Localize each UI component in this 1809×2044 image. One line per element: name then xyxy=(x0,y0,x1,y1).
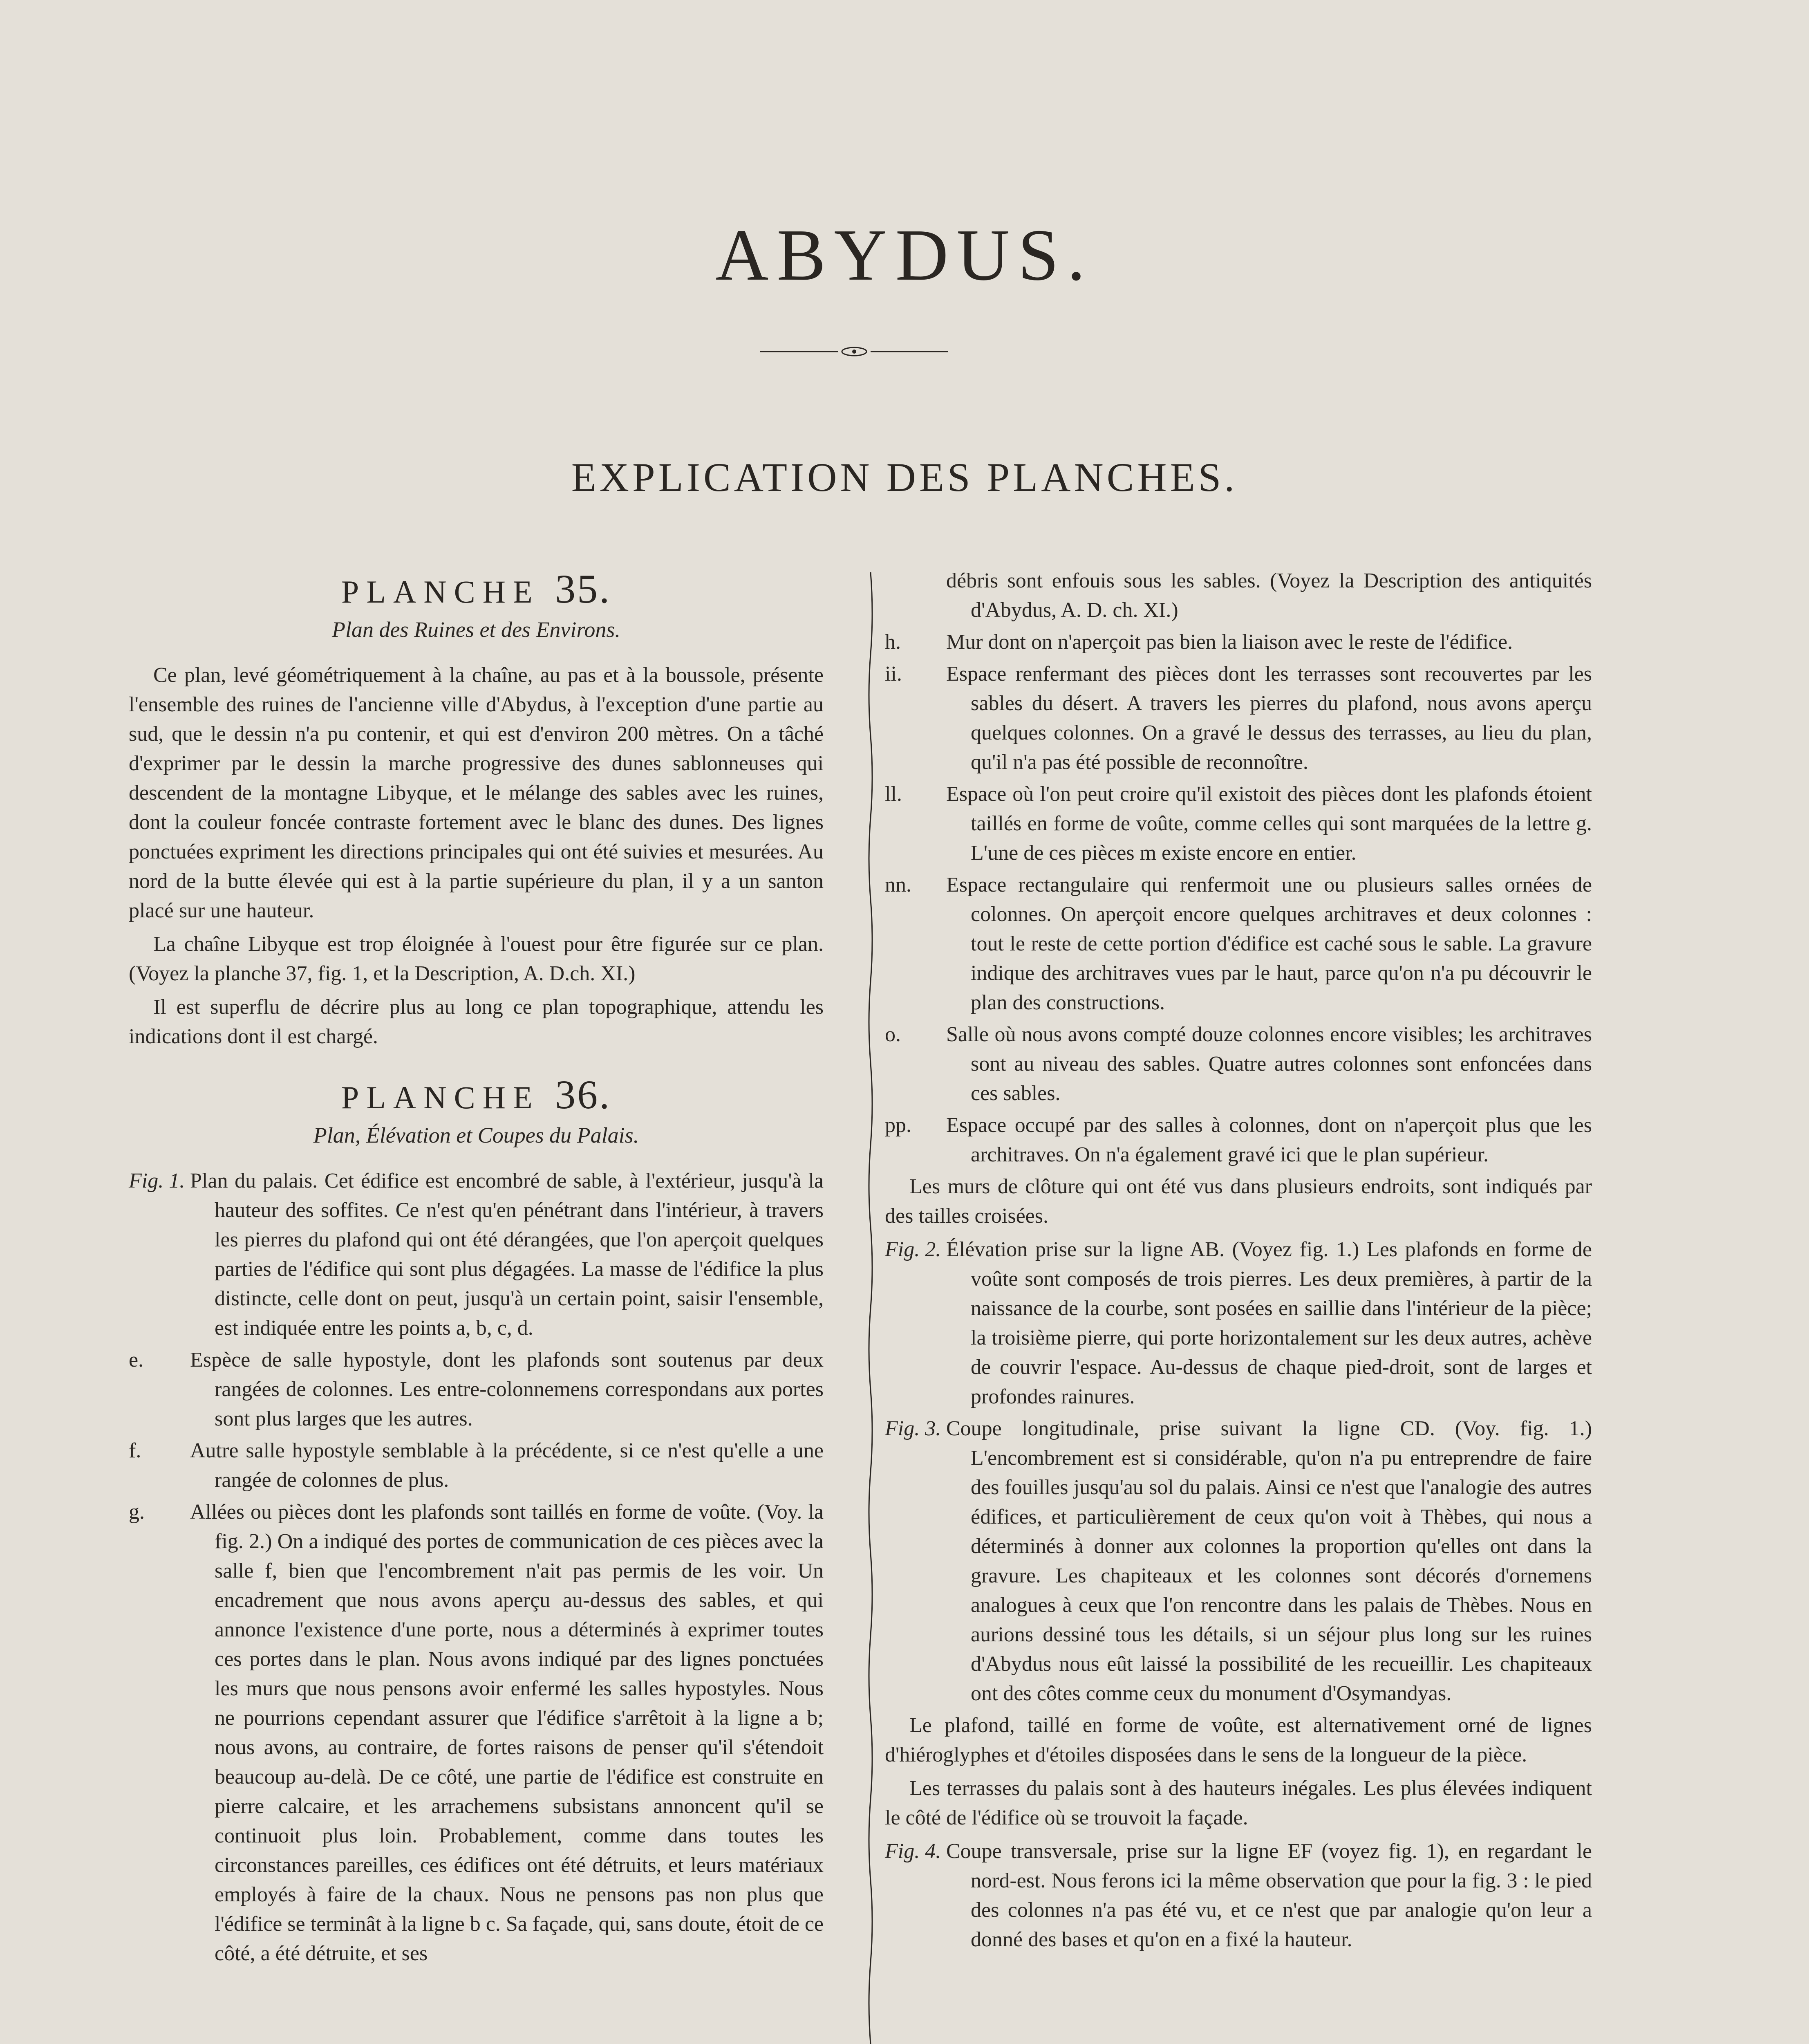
section-subtitle: EXPLICATION DES PLANCHES. xyxy=(571,455,1238,500)
legend-entry xyxy=(885,1837,1592,1954)
legend-entry xyxy=(129,1436,824,1495)
entry-text: Espace occupé par des salles à colonnes, dont on n'aperçoit plus que les architraves. On n'a également gravé ici que le plan supérieur. xyxy=(946,1114,1592,1166)
plate-36-heading xyxy=(129,1072,824,1117)
entry-text: débris sont enfouis sous les sables. (Voyez la Description des antiquités d'Abydus, A. D. ch. XI.) xyxy=(946,569,1592,622)
plate-36-caption: Plan, Élévation et Coupes du Palais. xyxy=(313,1123,639,1148)
legend-entry xyxy=(885,659,1592,777)
ornament-divider xyxy=(756,343,952,360)
entry-text: Coupe longitudinale, prise suivant la ligne CD. (Voy. fig. 1.) L'encombrement est si considérable, qu'on n'a pu entreprendre de faire des fouilles jusqu'au sol du palais. Ainsi ce n'est que l'analogie des autres édifices, et particulièrement de ceux qu'on voit à Thèbes, qui nous a déterminés à donner aux colonnes la proportion qu'elles ont dans la gravure. Les chapiteaux et les colonnes sont décorés d'ornemens analogues à ceux que l'on rencontre dans les palais de Thèbes. Nous en aurions dessiné tous les détails, si un séjour plus long sur les ruines d'Abydus nous eût laissé la possibilité de les recueillir. Les chapiteaux ont des côtes comme ceux du monument d'Osymandyas. xyxy=(946,1417,1592,1705)
entry-text: Espace renfermant des pièces dont les terrasses sont recouvertes par les sables du désert. A travers les pierres du plafond, nous avons aperçu quelques colonnes. On a gravé le dessus des terrasses, au lieu du plan, qu'il n'a pas été possible de reconnoître. xyxy=(946,662,1592,774)
left-column xyxy=(129,566,824,1971)
plate-number: 36. xyxy=(555,1072,611,1117)
legend-entry xyxy=(885,566,1592,625)
paragraph: Les murs de clôture qui ont été vus dans plusieurs endroits, sont indiqués par des tailles croisées. xyxy=(885,1175,1592,1228)
entry-text: Autre salle hypostyle semblable à la précédente, si ce n'est qu'elle a une rangée de colonnes de plus. xyxy=(190,1439,824,1492)
plate-label: PLANCHE xyxy=(341,574,540,610)
paragraph: Il est superflu de décrire plus au long ce plan topographique, attendu les indications dont il est chargé. xyxy=(129,995,824,1048)
plate-35-caption: Plan des Ruines et des Environs. xyxy=(332,617,620,642)
paragraph: La chaîne Libyque est trop éloignée à l'ouest pour être figurée sur ce plan. (Voyez la planche 37, fig. 1, et la Description, A. D.ch. XI.) xyxy=(129,932,824,985)
entry-key: ii. xyxy=(885,662,902,686)
paragraph: Le plafond, taillé en forme de voûte, est alternativement orné de lignes d'hiéroglyphes et d'étoiles disposées dans le sens de la longueur de la pièce. xyxy=(885,1714,1592,1766)
entry-key: g. xyxy=(129,1500,145,1524)
legend-entry xyxy=(129,1497,824,1968)
legend-entry xyxy=(885,1235,1592,1412)
plate-label: PLANCHE xyxy=(341,1080,540,1115)
legend-entry xyxy=(129,1166,824,1343)
legend-entry xyxy=(885,628,1592,657)
entry-text: Coupe transversale, prise sur la ligne EF (voyez fig. 1), en regardant le nord-est. Nous ferons ici la même observation que pour la fig. 3 : le pied des colonnes n'a pas été vu, et ce n'est que par analogie qu'on leur a donné des bases et qu'on en a fixé la hauteur. xyxy=(946,1840,1592,1951)
legend-entry xyxy=(885,870,1592,1018)
entry-key: Fig. 4. xyxy=(885,1840,941,1863)
entry-key: ll. xyxy=(885,782,902,806)
legend-entry xyxy=(885,1414,1592,1708)
legend-entry xyxy=(885,1111,1592,1170)
entry-key: nn. xyxy=(885,873,911,896)
entry-text: Élévation prise sur la ligne AB. (Voyez fig. 1.) Les plafonds en forme de voûte sont composés de trois pierres. Les deux premières, à partir de la naissance de la courbe, sont posées en saillie dans l'intérieur de la pièce; la troisième pierre, qui porte horizontalement sur les deux autres, achève de couvrir l'espace. Au-dessus de chaque pied-droit, sont de larges et profondes rainures. xyxy=(946,1238,1592,1408)
column-divider xyxy=(866,572,875,2044)
entry-key: pp. xyxy=(885,1114,911,1137)
entry-key: f. xyxy=(129,1439,141,1462)
entry-text: Allées ou pièces dont les plafonds sont taillés en forme de voûte. (Voy. la fig. 2.) On a indiqué des portes de communication de ces pièces avec la salle f, bien que l'encombrement n'ait pas permis de les voir. Un encadrement que nous avons aperçu au-dessus des sables, et qui annonce l'existence d'une porte, nous a déterminés à exprimer toutes ces portes dans le plan. Nous avons indiqué par des lignes ponctuées les murs que nous pensons avoir enfermé les salles hypostyles. Nous ne pourrions cependant assurer que l'édifice s'arrêtoit à la ligne a b; nous avons, au contraire, de fortes raisons de penser qu'il s'étendoit beaucoup au-delà. De ce côté, une partie de l'édifice est construite en pierre calcaire, et les arrachemens subsistans annoncent qu'il se continuoit plus loin. Probablement, comme dans toutes les circonstances pareilles, ces édifices ont été détruits, et leurs matériaux employés à faire de la chaux. Nous ne pensons pas non plus que l'édifice se terminât à la ligne b c. Sa façade, qui, sans doute, étoit de ce côté, a été détruite, et ses xyxy=(190,1500,824,1965)
entry-key: Fig. 2. xyxy=(885,1238,941,1261)
entry-text: Mur dont on n'aperçoit pas bien la liaison avec le reste de l'édifice. xyxy=(946,630,1513,654)
entry-key: h. xyxy=(885,630,901,654)
plate-number: 35. xyxy=(555,566,611,612)
legend-entry xyxy=(129,1345,824,1434)
entry-key: o. xyxy=(885,1023,901,1046)
paragraph: Les terrasses du palais sont à des hauteurs inégales. Les plus élevées indiquent le côté de l'édifice où se trouvoit la façade. xyxy=(885,1777,1592,1829)
entry-text: Espace où l'on peut croire qu'il existoit des pièces dont les plafonds étoient taillés en forme de voûte, comme celles qui sont marquées de la lettre g. L'une de ces pièces m existe encore en entier. xyxy=(946,782,1592,865)
entry-text: Plan du palais. Cet édifice est encombré de sable, à l'extérieur, jusqu'à la hauteur des soffites. Ce n'est qu'en pénétrant dans l'intérieur, à travers les pierres du plafond qui ont été dérangées, que l'on aperçoit quelques parties de l'édifice qui sont plus dégagées. La masse de l'édifice la plus distincte, celle dont on peut, jusqu'à un certain point, saisir l'ensemble, est indiquée entre les points a, b, c, d. xyxy=(190,1169,824,1340)
right-column xyxy=(885,566,1592,1957)
plate-35-heading xyxy=(129,566,824,612)
entry-text: Espèce de salle hypostyle, dont les plafonds sont soutenus par deux rangées de colonnes. Les entre-colonnemens correspondans aux portes sont plus larges que les autres. xyxy=(190,1348,824,1430)
legend-entry xyxy=(885,1020,1592,1108)
entry-key: Fig. 1. xyxy=(129,1169,185,1192)
legend-entry xyxy=(885,780,1592,868)
paragraph: Ce plan, levé géométriquement à la chaîne, au pas et à la boussole, présente l'ensemble des ruines de l'ancienne ville d'Abydus, à l'exception d'une partie au sud, que le dessin n'a pu contenir, et qui est d'environ 200 mètres. On a tâché d'exprimer par le dessin la marche progressive des dunes sablonneuses qui descendent de la montagne Libyque, et le mélange des sables avec les ruines, dont la couleur foncée contraste fortement avec le blanc des dunes. Des lignes ponctuées expriment les directions principales qui ont été suivies et mesurées. Au nord de la butte élevée qui est à la partie supérieure du plan, il y a un santon placé sur une hauteur. xyxy=(129,663,824,922)
entry-text: Espace rectangulaire qui renfermoit une ou plusieurs salles ornées de colonnes. On aperçoit encore quelques architraves et deux colonnes : tout le reste de cette portion d'édifice est caché sous le sable. La gravure indique des architraves vues par le haut, parce qu'on n'a pu découvrir le plan des constructions. xyxy=(946,873,1592,1014)
entry-key: Fig. 3. xyxy=(885,1417,941,1440)
entry-text: Salle où nous avons compté douze colonnes encore visibles; les architraves sont au niveau des sables. Quatre autres colonnes sont enfoncées dans ces sables. xyxy=(946,1023,1592,1105)
page-title: ABYDUS. xyxy=(715,214,1094,296)
entry-key: e. xyxy=(129,1348,144,1372)
